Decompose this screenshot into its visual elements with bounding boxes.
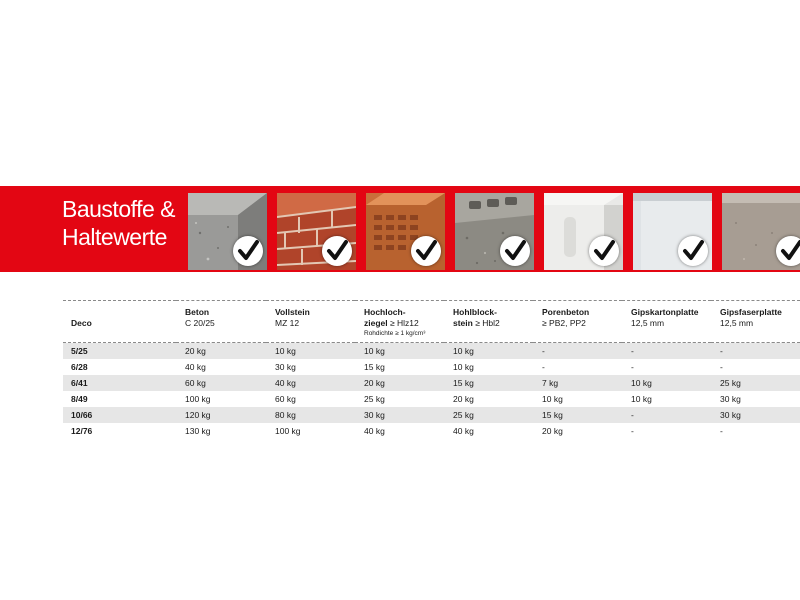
- table-row: [63, 423, 800, 439]
- table-cell: 40 kg: [185, 362, 206, 372]
- table-cell: 30 kg: [720, 394, 741, 404]
- cell-deco: 6/28: [71, 362, 88, 372]
- table-cell: 30 kg: [711, 407, 800, 423]
- table-cell: 25 kg: [444, 407, 533, 423]
- table-row: [63, 391, 800, 407]
- cell-deco: 10/66: [63, 407, 176, 423]
- cell-deco: 6/41: [63, 375, 176, 391]
- table-row: [63, 359, 800, 375]
- cell-deco: 12/76: [71, 426, 93, 436]
- header-porenbeton: Porenbeton ≥ PB2, PP2: [533, 301, 622, 343]
- table-cell: 60 kg: [176, 375, 266, 391]
- table-header-row: [63, 301, 800, 343]
- table-cell: 30 kg: [355, 407, 444, 423]
- table-cell: 25 kg: [711, 375, 800, 391]
- table-cell: 15 kg: [444, 375, 533, 391]
- checkmark-icon: [776, 236, 800, 266]
- table-cell: 130 kg: [185, 426, 211, 436]
- table-cell: 20 kg: [355, 375, 444, 391]
- table-cell: 40 kg: [266, 375, 355, 391]
- table-cell: 10 kg: [355, 343, 444, 360]
- table-cell: -: [631, 426, 634, 436]
- table-cell: 15 kg: [364, 362, 385, 372]
- header-gipsfaserplatte: Gipsfaserplatte 12,5 mm: [711, 301, 800, 343]
- header-beton: Beton C 20/25: [176, 301, 266, 343]
- header-hohlblockstein: Hohlblock- stein ≥ Hbl2: [444, 301, 533, 343]
- material-tile-gipsfaserplatte: [722, 193, 800, 270]
- load-values-table: [63, 300, 800, 439]
- table-cell: 10 kg: [453, 362, 474, 372]
- table-cell: 40 kg: [364, 426, 385, 436]
- checkmark-icon: [678, 236, 708, 266]
- checkmark-icon: [589, 236, 619, 266]
- table-cell: 7 kg: [533, 375, 622, 391]
- table-cell: 10 kg: [444, 343, 533, 360]
- cell-deco: 5/25: [63, 343, 176, 360]
- header-hochlochziegel: Hochloch- ziegel ≥ Hlz12 Rohdichte ≥ 1 kg/cm³: [355, 301, 444, 343]
- table-cell: 100 kg: [185, 394, 211, 404]
- table-cell: 30 kg: [275, 362, 296, 372]
- table-cell: -: [711, 343, 800, 360]
- table-cell: 25 kg: [364, 394, 385, 404]
- table-cell: 100 kg: [275, 426, 301, 436]
- table-cell: -: [542, 362, 545, 372]
- table-cell: -: [720, 426, 723, 436]
- table-cell: -: [533, 343, 622, 360]
- table-cell: 10 kg: [266, 343, 355, 360]
- table-cell: -: [720, 362, 723, 372]
- table-row: [63, 375, 800, 391]
- page-title: Baustoffe & Haltewerte: [62, 196, 175, 250]
- table-cell: 10 kg: [622, 375, 711, 391]
- table-cell: 40 kg: [453, 426, 474, 436]
- table-cell: 80 kg: [266, 407, 355, 423]
- material-tile-gipskartonplatte: [633, 193, 712, 270]
- table-cell: 10 kg: [631, 394, 652, 404]
- checkmark-icon: [233, 236, 263, 266]
- material-tile-porenbeton: [544, 193, 623, 270]
- checkmark-icon: [322, 236, 352, 266]
- table-cell: -: [622, 407, 711, 423]
- table-cell: 20 kg: [542, 426, 563, 436]
- table-cell: 20 kg: [176, 343, 266, 360]
- header-vollstein: Vollstein MZ 12: [266, 301, 355, 343]
- material-tile-hochlochziegel: [366, 193, 445, 270]
- table-cell: 15 kg: [533, 407, 622, 423]
- table-row: [63, 407, 800, 423]
- material-tile-vollstein: [277, 193, 356, 270]
- table-cell: 60 kg: [275, 394, 296, 404]
- cell-deco: 8/49: [71, 394, 88, 404]
- table-cell: 120 kg: [176, 407, 266, 423]
- table-cell: -: [631, 362, 634, 372]
- table-row: [63, 343, 800, 360]
- table-cell: -: [622, 343, 711, 360]
- material-tile-hohlblockstein: [455, 193, 534, 270]
- header-deco: Deco: [63, 301, 176, 343]
- header-gipskartonplatte: Gipskartonplatte 12,5 mm: [622, 301, 711, 343]
- checkmark-icon: [411, 236, 441, 266]
- table-cell: 20 kg: [453, 394, 474, 404]
- checkmark-icon: [500, 236, 530, 266]
- material-tile-beton: [188, 193, 267, 270]
- table-cell: 10 kg: [542, 394, 563, 404]
